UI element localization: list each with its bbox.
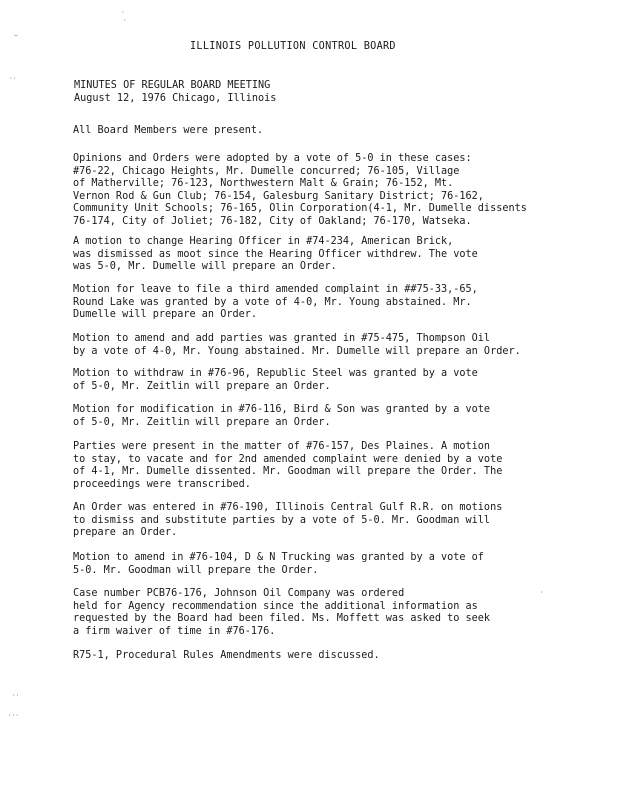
paragraph-line: of 5-0, Mr. Zeitlin will prepare an Order. [73,380,331,392]
paragraph-illinois-central [73,502,502,540]
paragraph-line: A motion to change Hearing Officer in #74-234, American Brick, [73,236,454,247]
paragraph-line: 5-0. Mr. Goodman will prepare the Order. [73,564,319,576]
paragraph-line: of Matherville; 76-123, Northwestern Malt & Grain; 76-152, Mt. [73,178,454,190]
paragraph-line: requested by the Board had been filed. Ms. Moffett was asked to seek [73,613,491,625]
paragraph-line: Motion to amend in #76-104, D & N Trucking was granted by a vote of [73,552,484,563]
scan-speck: – [14,32,18,39]
paragraph-line: a firm waiver of time in #76-176. [73,625,276,637]
minutes-heading [74,79,276,105]
paragraph-line: All Board Members were present. [73,125,264,136]
minutes-title: MINUTES OF REGULAR BOARD MEETING [74,80,271,91]
paragraph-thompson-oil [73,333,521,358]
paragraph-line: Round Lake was granted by a vote of 4-0, Mr. Young abstained. Mr. [73,296,472,308]
scan-speck: ·· [12,692,20,699]
paragraph-des-plaines [73,441,502,491]
paragraph-line: Vernon Rod & Gun Club; 76-154, Galesburg Sanitary District; 76-162, [73,190,484,202]
paragraph-line: Motion to amend and add parties was granted in #75-475, Thompson Oil [73,333,491,344]
paragraph-line: An Order was entered in #76-190, Illinois Central Gulf R.R. on motions [73,502,503,513]
paragraph-line: to dismiss and substitute parties by a vote of 5-0. Mr. Goodman will [73,514,491,526]
paragraph-opinions [73,153,527,229]
paragraph-round-lake [73,284,478,322]
scan-speck: · [121,9,125,16]
paragraph-line: Opinions and Orders were adopted by a vote of 5-0 in these cases: [73,153,472,164]
paragraph-line: was dismissed as moot since the Hearing Officer withdrew. The vote [73,248,478,260]
paragraph-line: was 5-0, Mr. Dumelle will prepare an Order. [73,261,337,273]
paragraph-bird-son [73,404,490,429]
paragraph-line: Motion to withdraw in #76-96, Republic Steel was granted by a vote [73,368,478,379]
paragraph-line: Motion for modification in #76-116, Bird & Son was granted by a vote [73,404,491,415]
scan-speck: · [123,17,127,24]
paragraph-line: 76-174, City of Joliet; 76-182, City of Oakland; 76-170, Watseka. [73,215,472,227]
paragraph-hearing-officer [73,236,478,274]
paragraph-johnson-oil [73,588,490,638]
paragraph-line: held for Agency recommendation since the additional information as [73,600,478,612]
paragraph-line: Dumelle will prepare an Order. [73,309,258,321]
paragraph-attendance [73,125,263,138]
paragraph-republic-steel [73,368,478,393]
paragraph-line: #76-22, Chicago Heights, Mr. Dumelle concurred; 76-105, Village [73,165,460,177]
paragraph-line: Motion for leave to file a third amended complaint in ##75-33,-65, [73,284,478,295]
meeting-date-location: August 12, 1976 Chicago, Illinois [74,93,277,104]
paragraph-line: to stay, to vacate and for 2nd amended complaint were denied by a vote [73,453,503,465]
board-title: ILLINOIS POLLUTION CONTROL BOARD [190,41,396,52]
paragraph-line: Case number PCB76-176, Johnson Oil Company was ordered [73,588,405,599]
paragraph-procedural-rules [73,650,380,663]
paragraph-line: prepare an Order. [73,527,178,539]
paragraph-line: by a vote of 4-0, Mr. Young abstained. Mr. Dumelle will prepare an Order. [73,345,521,357]
paragraph-line: of 5-0, Mr. Zeitlin will prepare an Order. [73,416,331,428]
paragraph-line: Parties were present in the matter of #76-157, Des Plaines. A motion [73,441,491,452]
paragraph-line: R75-1, Procedural Rules Amendments were discussed. [73,650,380,661]
scan-speck: ··· [8,712,19,719]
scan-speck: ·· [9,75,17,82]
paragraph-line: of 4-1, Mr. Dumelle dissented. Mr. Goodman will prepare the Order. The [73,466,503,478]
paragraph-line: proceedings were transcribed. [73,478,251,490]
paragraph-d-n-trucking [73,552,484,577]
scan-speck: · [540,589,544,596]
paragraph-line: Community Unit Schools; 76-165, Olin Corporation(4-1, Mr. Dumelle dissents [73,203,527,215]
